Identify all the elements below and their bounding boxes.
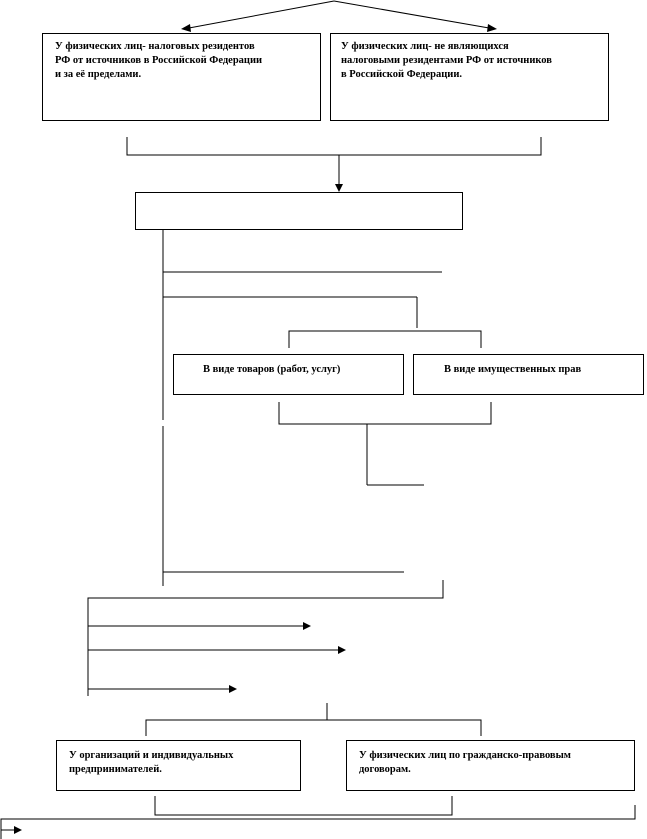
bottom-left-arrow-line [1, 805, 635, 839]
nonresidents-box [330, 33, 609, 121]
residents-box [42, 33, 321, 121]
civil-contracts-box [346, 740, 635, 791]
top-fork-right [334, 1, 489, 28]
arrowhead-line-1 [303, 622, 311, 630]
arrowhead-top-right [487, 24, 497, 32]
organizations-text: У организаций и индивидуальных предпринимателей. [69, 750, 234, 775]
arrowhead-line-2 [338, 646, 346, 654]
arrowhead-top-left [181, 24, 191, 32]
bracket-under-goods-rights [279, 402, 491, 424]
bracket-top-boxes [127, 137, 541, 155]
goods-box [173, 354, 404, 395]
organizations-box [56, 740, 301, 791]
bracket-bottom-boxes [146, 720, 481, 736]
goods-text: В виде товаров (работ, услуг) [203, 364, 341, 375]
bracket-goods-rights [289, 331, 481, 348]
civil-contracts-text: У физических лиц по гражданско-правовым договорам. [359, 750, 571, 775]
arrowhead-line-3 [229, 685, 237, 693]
bracket-under-bottom-boxes [155, 796, 452, 815]
central-box [135, 192, 463, 230]
second-trunk [88, 580, 443, 696]
property-rights-box [413, 354, 644, 395]
top-fork-left [189, 1, 334, 28]
arrowhead-center [335, 184, 343, 192]
arrowhead-bottom [14, 826, 22, 834]
nonresidents-text: У физических лиц- не являющихся налоговыми резидентами РФ от источников в Российской Федерации. [341, 41, 552, 80]
property-rights-text: В виде имущественных прав [444, 364, 582, 375]
residents-text: У физических лиц- налоговых резидентов РФ от источников в Российской Федерации и за её пределами. [55, 41, 263, 80]
